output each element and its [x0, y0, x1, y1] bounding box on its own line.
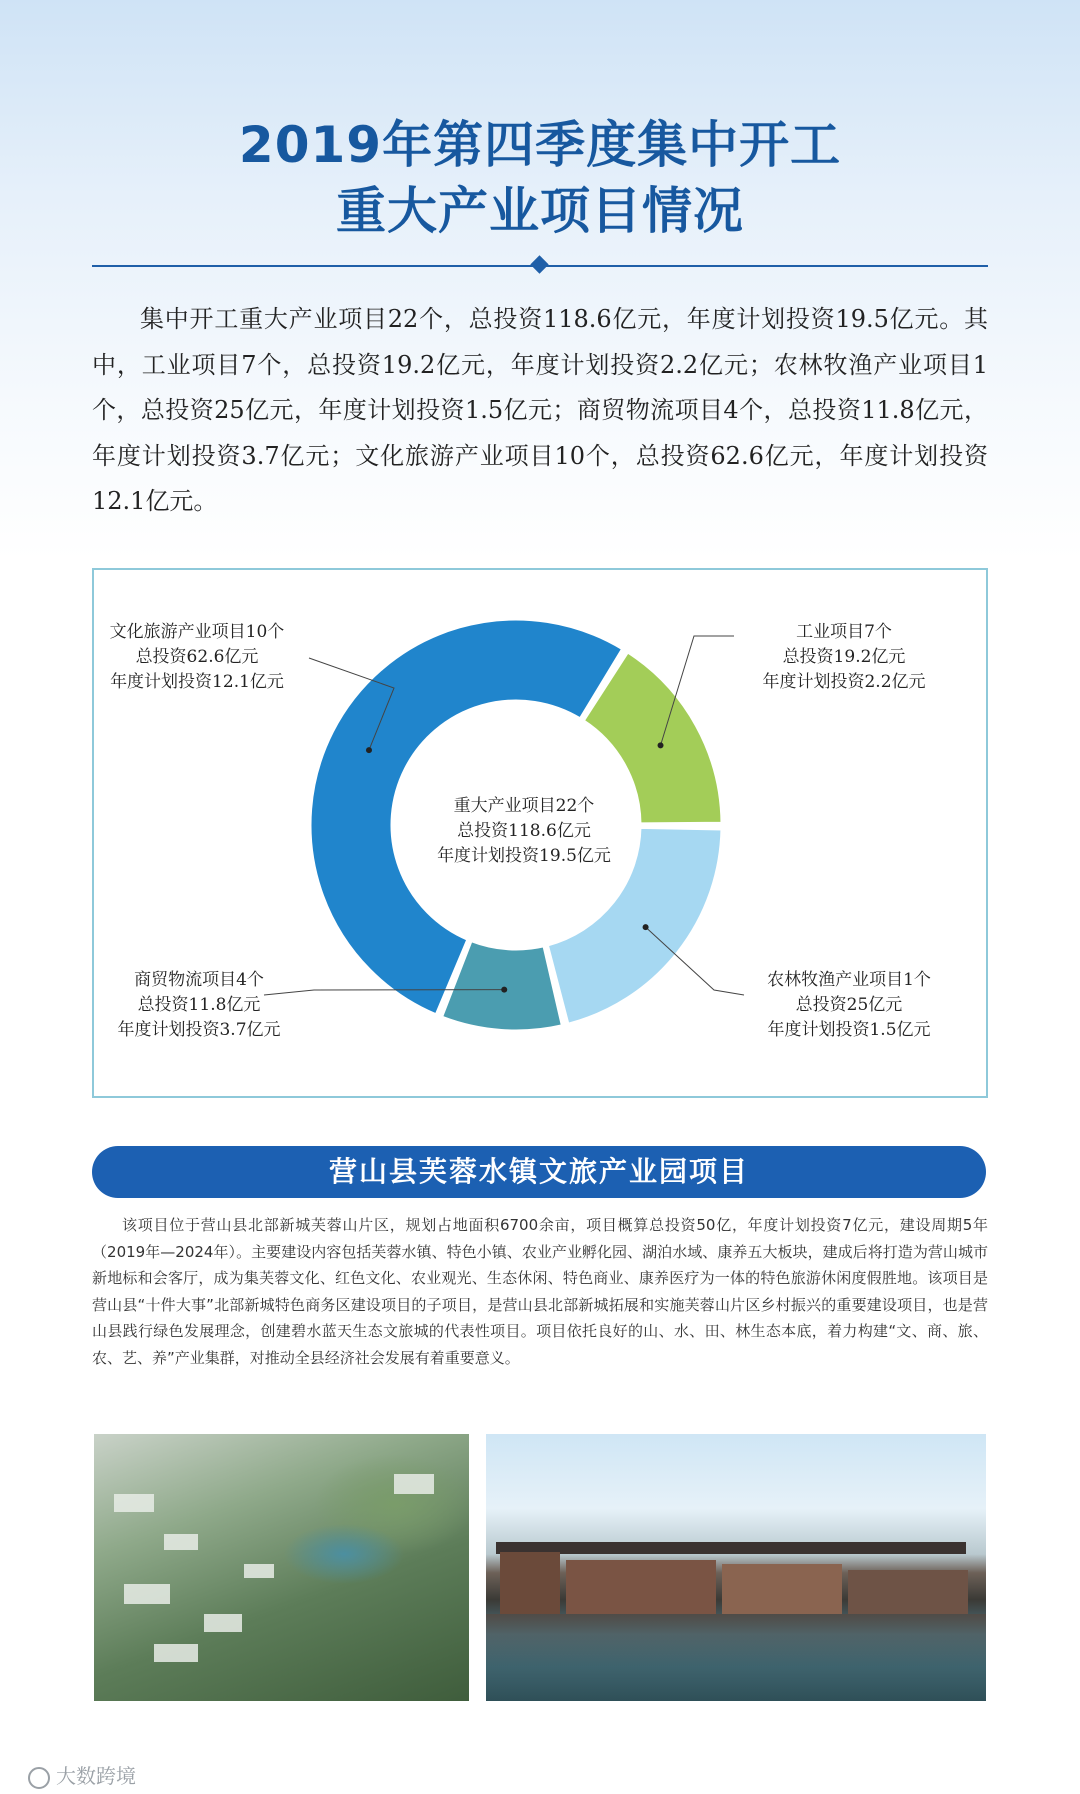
center-label-line: 重大产业项目22个 [453, 796, 595, 816]
pagoda-building [500, 1552, 560, 1614]
slice-label-line: 年度计划投资2.2亿元 [762, 672, 926, 692]
watermark [28, 1760, 136, 1789]
intro-paragraph: 集中开工重大产业项目22个，总投资118.6亿元，年度计划投资19.5亿元。其中，工业项目7个，总投资19.2亿元，年度计划投资2.2亿元；农林牧渔产业项目1个，总投资25亿元，年度计划投资1.5亿元；商贸物流项目4个，总投资11.8亿元，年度计划投资3.7亿元；文化旅游产业项目10个，总投资62.6亿元，年度计划投资12.1亿元。 [92, 305, 988, 515]
slice-label-line: 年度计划投资12.1亿元 [110, 672, 284, 692]
waterfront-rendering-image [486, 1434, 986, 1701]
section-title-bar: 营山县芙蓉水镇文旅产业园项目 [92, 1146, 986, 1198]
slice-label-culture [102, 620, 292, 695]
slice-label-line: 总投资19.2亿元 [782, 647, 906, 667]
slice-label-line: 农林牧渔产业项目1个 [767, 970, 931, 990]
building-block [124, 1584, 170, 1604]
slice-label-trade [104, 968, 294, 1043]
roof-line [496, 1542, 966, 1554]
slice-label-line: 总投资11.8亿元 [137, 995, 261, 1015]
building-block [164, 1534, 198, 1550]
watermark-text: 大数跨境 [56, 1764, 136, 1788]
slice-label-line: 商贸物流项目4个 [134, 970, 264, 990]
page-title [0, 112, 1080, 244]
water-reflection [486, 1614, 986, 1701]
building-block [244, 1564, 274, 1578]
hall-building [722, 1564, 842, 1614]
slice-label-line: 文化旅游产业项目10个 [109, 622, 285, 642]
slice-label-agri [754, 968, 944, 1043]
slice-label-line: 年度计划投资1.5亿元 [767, 1020, 931, 1040]
donut-chart-panel [92, 568, 988, 1098]
slice-label-industry [754, 620, 934, 695]
slice-label-line: 年度计划投资3.7亿元 [117, 1020, 281, 1040]
slice-label-line: 总投资25亿元 [795, 995, 903, 1015]
building-block [114, 1494, 154, 1512]
chart-center-label [394, 794, 654, 869]
project-description: 该项目位于营山县北部新城芙蓉山片区，规划占地面积6700余亩，项目概算总投资50亿，年度计划投资7亿元，建设周期5年（2019年—2024年）。主要建设内容包括芙蓉水镇、特色小镇、农业产业孵化园、湖泊水域、康养五大板块，建成后将打造为营山城市新地标和会客厅，成为集芙蓉文化、红色文化、农业观光、生态休闲、特色商业、康养医疗为一体的特色旅游休闲度假胜地。该项目是营山县“十件大事”北部新城特色商务区建设项目的子项目，是营山县北部新城拓展和实施芙蓉山片区乡村振兴的重要建设项目，也是营山县践行绿色发展理念，创建碧水蓝天生态文旅城的代表性项目。项目依托良好的山、水、田、林生态本底，着力构建“文、商、旅、农、艺、养”产业集群，对推动全县经济社会发展有着重要意义。 [92, 1216, 988, 1367]
leader-dot-agri [643, 924, 649, 930]
building-block [154, 1644, 198, 1662]
slice-label-line: 工业项目7个 [796, 622, 892, 642]
watermark-logo-icon [28, 1767, 50, 1789]
center-label-line: 总投资118.6亿元 [457, 821, 591, 841]
aerial-rendering-image [94, 1434, 469, 1701]
hall-building [566, 1560, 716, 1614]
hall-building [848, 1570, 968, 1614]
title-line-2: 重大产业项目情况 [336, 182, 744, 240]
leader-dot-industry [658, 742, 664, 748]
slice-label-line: 总投资62.6亿元 [135, 647, 259, 667]
leader-dot-trade [501, 987, 507, 993]
center-label-line: 年度计划投资19.5亿元 [437, 846, 611, 866]
building-block [394, 1474, 434, 1494]
title-line-1: 2019年第四季度集中开工 [238, 116, 842, 174]
building-block [204, 1614, 242, 1632]
leader-dot-culture [366, 747, 372, 753]
